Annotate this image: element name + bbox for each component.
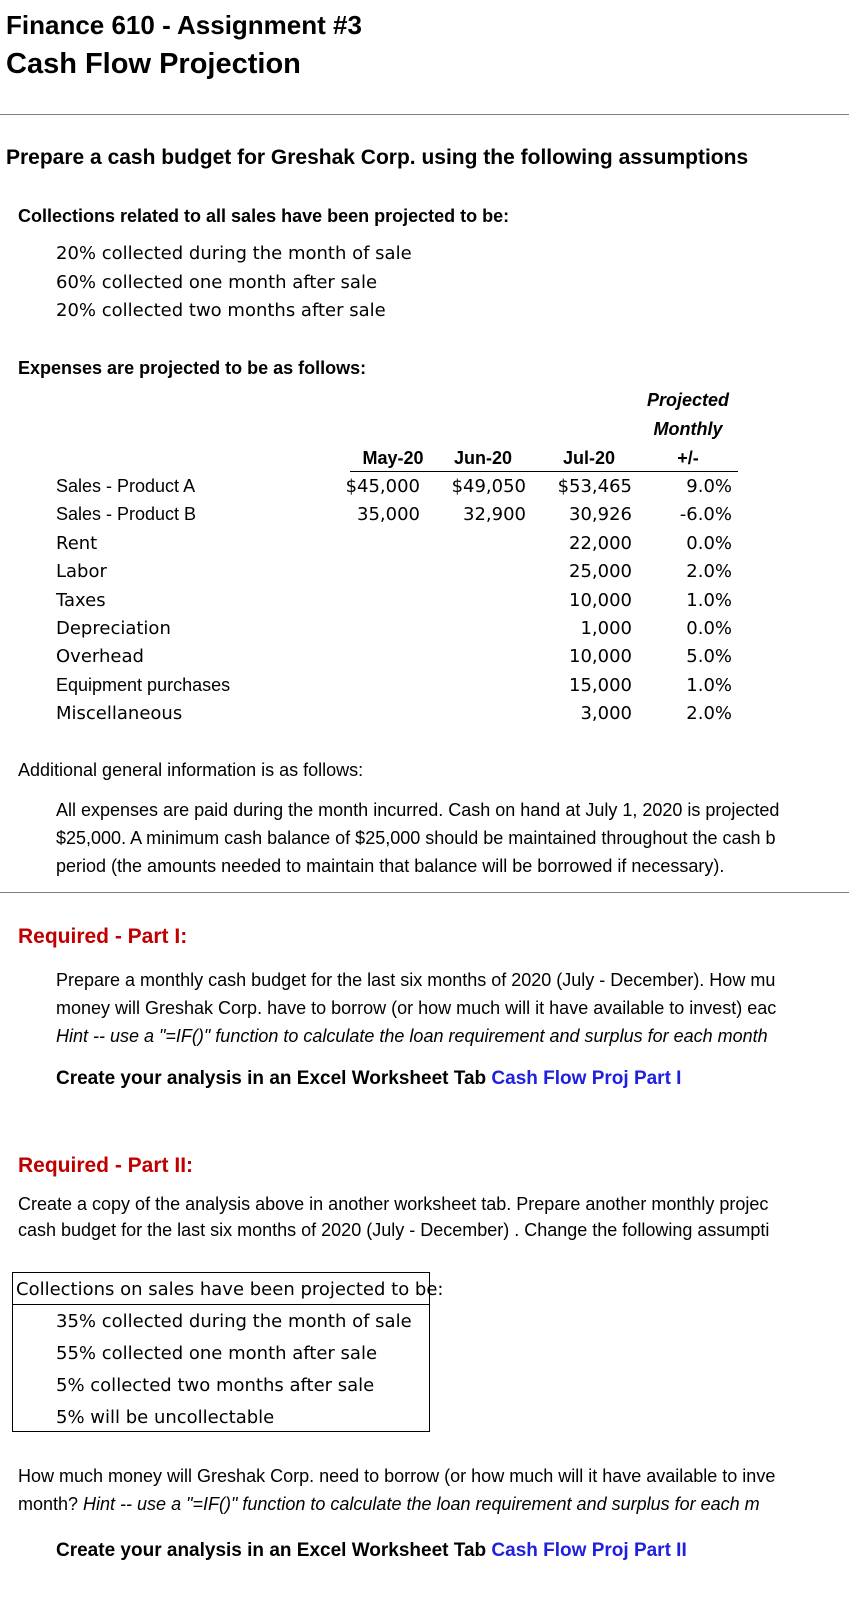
expense-cell-pct: 2.0% — [686, 561, 732, 582]
expense-cell-jul: 10,000 — [569, 590, 632, 611]
collections-box-heading: Collections on sales have been projected to be: — [16, 1279, 444, 1300]
part1-hint: Hint -- use a "=IF()" function to calculate the loan requirement and surplus for each month — [56, 1026, 768, 1046]
expense-cell-jul: 3,000 — [580, 703, 632, 724]
expense-cell-pct: -6.0% — [679, 504, 732, 525]
expense-cell-jul: 30,926 — [569, 504, 632, 525]
divider — [0, 114, 849, 115]
expense-cell-pct: 0.0% — [686, 533, 732, 554]
part2-question-month: month? — [18, 1494, 84, 1514]
part2-question-hint — [18, 1490, 760, 1518]
col-header-projected: Projected — [646, 390, 730, 410]
expense-cell-pct: 2.0% — [686, 703, 732, 724]
expense-row-label: Sales - Product B — [56, 504, 197, 524]
part2-text: Create a copy of the analysis above in another worksheet tab. Prepare another monthly projec — [18, 1194, 769, 1214]
expense-cell-jul: 25,000 — [569, 561, 632, 582]
expense-row-label: Sales - Product A — [56, 476, 196, 496]
expense-row-label: Rent — [56, 533, 98, 554]
additional-line: $25,000. A minimum cash balance of $25,000 should be maintained throughout the cash b — [56, 828, 776, 848]
part1-create — [56, 1068, 681, 1090]
expense-cell-pct: 1.0% — [686, 675, 732, 696]
col-header-jun: Jun-20 — [453, 448, 513, 468]
expenses-heading: Expenses are projected to be as follows: — [18, 358, 367, 378]
collections-item: 20% collected during the month of sale — [56, 243, 412, 264]
expense-cell-jul: 1,000 — [580, 618, 632, 639]
collections-box-inner-rule — [12, 1304, 13, 1432]
expense-cell-jul: $53,465 — [557, 476, 632, 497]
part1-text: Prepare a monthly cash budget for the last six months of 2020 (July - December). How mu — [56, 970, 776, 990]
col-header-may: May-20 — [362, 448, 424, 468]
expense-row-label: Taxes — [56, 590, 106, 611]
expense-row-label: Depreciation — [56, 618, 171, 639]
page-title: Cash Flow Projection — [6, 48, 301, 80]
part2-tab-link[interactable]: Cash Flow Proj Part II — [491, 1540, 687, 1561]
collections-item: 20% collected two months after sale — [56, 300, 386, 321]
additional-heading: Additional general information is as follows: — [18, 760, 364, 780]
expense-cell-pct: 1.0% — [686, 590, 732, 611]
course-title: Finance 610 - Assignment #3 — [6, 10, 362, 40]
intro-heading: Prepare a cash budget for Greshak Corp. using the following assumptions — [6, 146, 749, 169]
expense-cell-pct: 5.0% — [686, 646, 732, 667]
expense-row-label: Equipment purchases — [56, 675, 231, 695]
expense-row-label: Overhead — [56, 646, 144, 667]
col-header-monthly: Monthly — [653, 419, 723, 439]
part1-create-text: Create your analysis in an Excel Worksheet Tab — [56, 1068, 492, 1089]
collections-box-item: 5% will be uncollectable — [56, 1407, 275, 1428]
part2-hint: Hint -- use a "=IF()" function to calculate the loan requirement and surplus for each m — [83, 1494, 760, 1514]
expense-cell-jul: 15,000 — [569, 675, 632, 696]
expense-cell-jul: 10,000 — [569, 646, 632, 667]
part2-create — [56, 1540, 687, 1562]
part1-text: money will Greshak Corp. have to borrow (or how much will it have available to invest) eac — [56, 998, 777, 1018]
part2-create-text: Create your analysis in an Excel Worksheet Tab — [56, 1540, 492, 1561]
col-header-jul: Jul-20 — [562, 448, 616, 468]
part2-text: cash budget for the last six months of 2020 (July - December) . Change the following assumpti — [18, 1220, 770, 1240]
part1-tab-link[interactable]: Cash Flow Proj Part I — [491, 1068, 682, 1089]
collections-heading: Collections related to all sales have been projected to be: — [18, 206, 510, 226]
expense-cell-may: 35,000 — [357, 504, 420, 525]
collections-box-divider — [12, 1304, 430, 1305]
expense-cell-may: $45,000 — [345, 476, 420, 497]
expense-cell-jun: $49,050 — [451, 476, 526, 497]
part1-heading: Required - Part I: — [18, 925, 188, 948]
collections-box-item: 35% collected during the month of sale — [56, 1311, 412, 1332]
header-underline — [350, 471, 738, 472]
collections-box-item: 55% collected one month after sale — [56, 1343, 378, 1364]
expense-cell-jul: 22,000 — [569, 533, 632, 554]
additional-line: period (the amounts needed to maintain that balance will be borrowed if necessary). — [56, 856, 725, 876]
expense-row-label: Miscellaneous — [56, 703, 183, 724]
expense-row-label: Labor — [56, 561, 107, 582]
expense-cell-pct: 0.0% — [686, 618, 732, 639]
part2-heading: Required - Part II: — [18, 1154, 194, 1177]
additional-line: All expenses are paid during the month incurred. Cash on hand at July 1, 2020 is projected — [56, 800, 780, 820]
divider — [0, 892, 849, 893]
collections-item: 60% collected one month after sale — [56, 272, 378, 293]
part2-question: How much money will Greshak Corp. need to borrow (or how much will it have available to inve — [18, 1466, 776, 1486]
expense-cell-jun: 32,900 — [463, 504, 526, 525]
expense-cell-pct: 9.0% — [686, 476, 732, 497]
col-header-change: +/- — [677, 448, 699, 468]
collections-box-item: 5% collected two months after sale — [56, 1375, 375, 1396]
